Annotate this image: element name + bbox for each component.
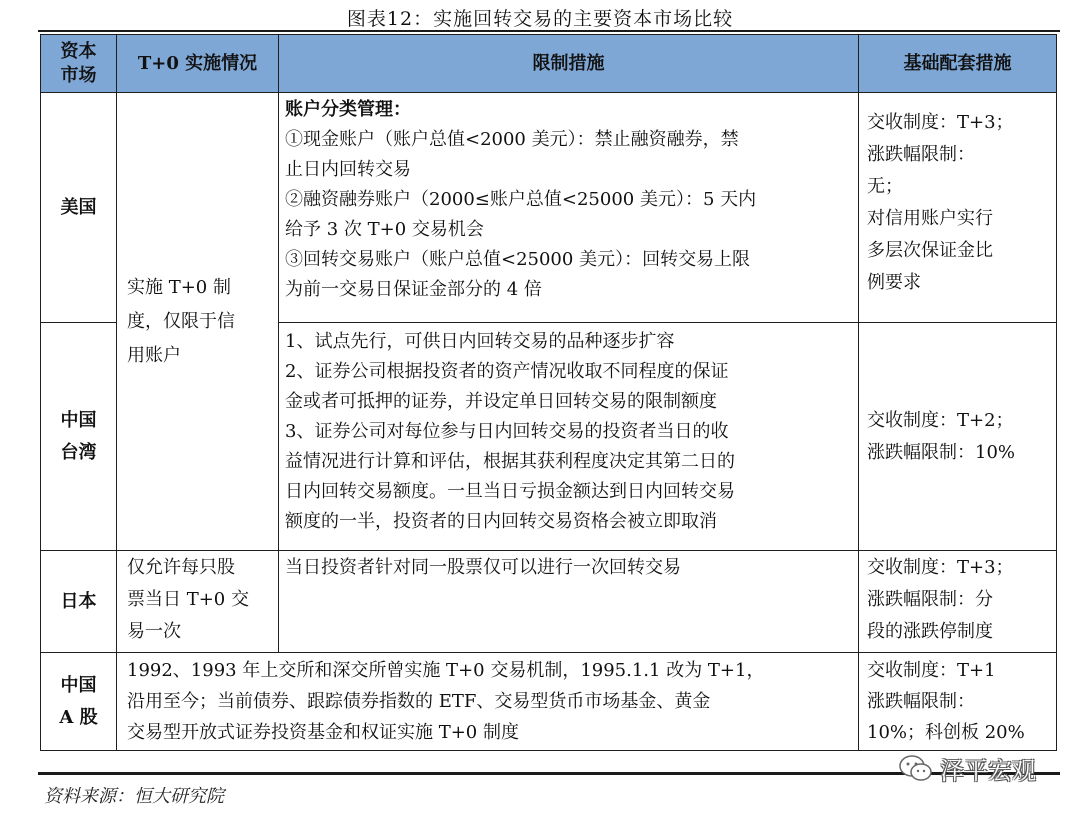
header-market: [41, 35, 117, 93]
market-tw-line: 中国: [60, 409, 97, 431]
t0-jp-line: 仅允许每只股: [127, 557, 235, 578]
merged-cn-line: 交易型开放式证券投资基金和权证实施 T+0 制度: [127, 722, 519, 743]
restrict-tw-line: 额度的一半，投资者的日内回转交易资格会被立即取消: [285, 511, 717, 532]
header-base: 基础配套措施: [859, 35, 1057, 93]
restrict-us-line: 给予 3 次 T+0 交易机会: [285, 219, 484, 240]
t0-shared-line: 实施 T+0 制: [127, 276, 231, 298]
base-us-line: 无；: [867, 176, 903, 197]
restrict-tw-line: 2、证券公司根据投资者的资产情况收取不同程度的保证: [285, 361, 729, 382]
t0-jp-line: 票当日 T+0 交: [127, 589, 249, 610]
top-rule: [38, 30, 1060, 32]
header-market-line: 资本: [60, 40, 97, 62]
restrict-tw-line: 日内回转交易额度。一旦当日亏损金额达到日内回转交易: [285, 481, 735, 502]
base-cn-line: 涨跌幅限制：: [867, 691, 975, 712]
base-cn-line: 10%；科创板 20%: [867, 722, 1025, 743]
base-cn: [859, 653, 1057, 751]
merged-cn-line: 沿用至今；当前债券、跟踪债券指数的 ETF、交易型货币市场基金、黄金: [127, 691, 711, 712]
header-restrict: 限制措施: [279, 35, 859, 93]
restrict-us-line: ②融资融券账户（2000≤账户总值<25000 美元）：5 天内: [285, 189, 757, 210]
base-us-line: 例要求: [867, 272, 921, 293]
header-market-line: 市场: [60, 64, 97, 86]
market-jp: 日本: [41, 551, 117, 653]
restrict-us: [279, 93, 859, 323]
restrict-tw: [279, 323, 859, 551]
watermark-text: 泽平宏观: [940, 757, 1036, 785]
base-jp-line: 交收制度：T+3；: [867, 557, 1014, 578]
restrict-tw-line: 3、证券公司对每位参与日内回转交易的投资者当日的收: [285, 421, 729, 442]
watermark: [898, 751, 1036, 786]
restrict-tw-line: 益情况进行计算和评估，根据其获利程度决定其第二日的: [285, 451, 735, 472]
market-tw: [41, 323, 117, 551]
figure-title: 图表12：实施回转交易的主要资本市场比较: [346, 8, 734, 30]
market-tw-line: 台湾: [60, 441, 97, 463]
base-cn-line: 交收制度：T+1: [867, 660, 996, 681]
base-us-line: 对信用账户实行: [867, 208, 993, 229]
restrict-us-line: ③回转交易账户（账户总值<25000 美元）：回转交易上限: [285, 249, 751, 270]
merged-cn: [117, 653, 859, 751]
base-us-line: 涨跌幅限制：: [867, 144, 975, 165]
market-us: 美国: [41, 93, 117, 323]
market-cn-line: 中国: [60, 674, 97, 696]
wechat-icon: [898, 754, 934, 784]
t0-shared-line: 度，仅限于信: [127, 310, 235, 332]
t0-shared-line: 用账户: [127, 344, 181, 366]
base-tw-line: 交收制度：T+2；: [867, 409, 1014, 431]
restrict-jp: 当日投资者针对同一股票仅可以进行一次回转交易: [279, 551, 859, 653]
row-us: [41, 93, 1057, 323]
base-jp-line: 涨跌幅限制：分: [867, 589, 993, 610]
header-t0: T+0 实施情况: [117, 35, 279, 93]
header-row: [41, 35, 1057, 93]
merged-cn-line: 1992、1993 年上交所和深交所曾实施 T+0 交易机制，1995.1.1 改为 T+1，: [127, 660, 765, 681]
restrict-us-line: 为前一交易日保证金部分的 4 倍: [285, 279, 542, 300]
base-tw: [859, 323, 1057, 551]
base-tw-line: 涨跌幅限制：10%: [867, 441, 1016, 463]
comparison-table: [40, 34, 1057, 751]
t0-jp: [117, 551, 279, 653]
source-note: 资料来源：恒大研究院: [44, 786, 224, 807]
restrict-us-title: 账户分类管理：: [285, 99, 411, 120]
restrict-tw-line: 金或者可抵押的证券，并设定单日回转交易的限制额度: [285, 391, 717, 412]
market-cn: [41, 653, 117, 751]
restrict-us-line: 止日内回转交易: [285, 159, 411, 180]
t0-shared: [117, 93, 279, 551]
base-us-line: 交收制度：T+3；: [867, 112, 1014, 133]
base-us-line: 多层次保证金比: [867, 240, 993, 261]
base-jp-line: 段的涨跌停制度: [867, 621, 993, 642]
row-cn: [41, 653, 1057, 751]
t0-jp-line: 易一次: [127, 621, 181, 642]
base-us: [859, 93, 1057, 323]
base-jp: [859, 551, 1057, 653]
market-cn-line: A 股: [59, 706, 98, 728]
row-jp: [41, 551, 1057, 653]
restrict-us-line: ①现金账户（账户总值<2000 美元）：禁止融资融券，禁: [285, 129, 739, 150]
restrict-tw-line: 1、试点先行，可供日内回转交易的品种逐步扩容: [285, 331, 675, 352]
